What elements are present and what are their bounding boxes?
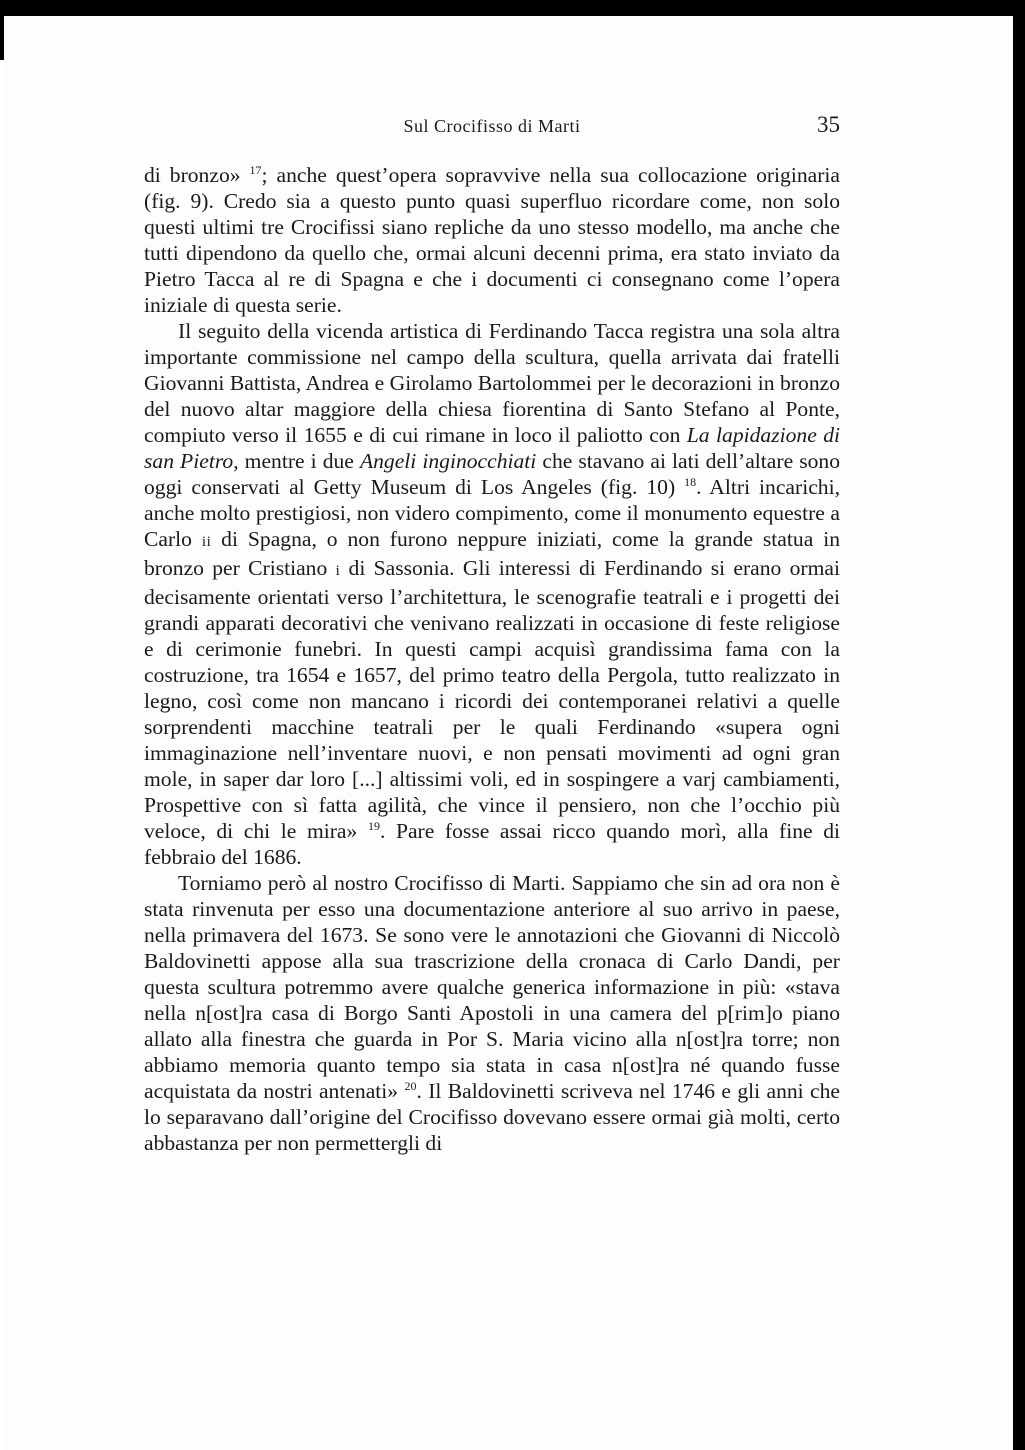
text-run: . Altri incarichi, anche molto prestigiosi, non videro compimento, come il monumento equestre a Carlo xyxy=(144,475,840,551)
running-head xyxy=(144,112,840,142)
page-number: 35 xyxy=(817,112,840,137)
roman-numeral: i xyxy=(335,563,341,579)
text-run: , mentre i due xyxy=(233,449,360,473)
scan-border-right xyxy=(1013,0,1025,1450)
running-title: Sul Crocifisso di Marti xyxy=(403,116,581,136)
text-run: di bronzo» xyxy=(144,163,250,187)
roman-numeral: ii xyxy=(201,534,212,550)
text-run: . Pare fosse assai ricco quando morì, alla fine di febbraio del 1686. xyxy=(144,819,840,869)
scan-border-top xyxy=(0,0,1025,16)
text-run: ; anche quest’opera sopravvive nella sua collocazione originaria (fig. 9). Credo sia a questo punto quasi superfluo ricordare come, non solo questi ultimi tre Crocifissi siano repliche da uno stesso modello, ma anche che tutti dipendono da quello che, ormai alcuni decenni prima, era stato inviato da Pietro Tacca al re di Spagna e che i documenti ci consegnano come l’opera iniziale di questa serie. xyxy=(144,163,841,317)
text-run: che stavano ai lati dell’altare sono oggi conservati al Getty Museum di Los Angeles (fig. 10) xyxy=(144,449,840,499)
footnote-ref: 18 xyxy=(684,475,697,489)
text-run: di Sassonia. Gli interessi di Ferdinando si erano ormai decisamente orientati verso l’architettura, le scenografie teatrali e i progetti dei grandi apparati decorativi che venivano realizzati in occasione di feste religiose e di cerimonie funebri. In questi campi acquisì grandissima fama con la costruzione, tra 1654 e 1657, del primo teatro della Pergola, tutto realizzato in legno, così come non mancano i ricordi dei contemporanei relativi a quelle sorprendenti macchine teatrali per le quali Ferdinando «supera ogni immaginazione nell’inventare nuovi, e non pensati movimenti ad ogni gran mole, in saper dar loro [...] altissimi voli, ed in sospingere a varj cambiamenti, Prospettive con sì fatta agilità, che vince il pensiero, non che l’occhio più veloce, di chi le mira» xyxy=(144,556,840,843)
text-run: Il seguito della vicenda artistica di Ferdinando Tacca registra una sola altra importante commissione nel campo della scultura, quella arrivata dai fratelli Giovanni Battista, Andrea e Girolamo Bartolommei per le decorazioni in bronzo del nuovo altar maggiore della chiesa fiorentina di Santo Stefano al Ponte, compiuto verso il 1655 e di cui rimane in loco il paliotto con xyxy=(144,319,840,447)
paragraph-3 xyxy=(144,870,840,1156)
italic-title: La lapidazione di san Pietro xyxy=(144,423,841,473)
text-run: Torniamo però al nostro Crocifisso di Marti. Sappiamo che sin ad ora non è stata rinvenuta per esso una documentazione anteriore al suo arrivo in paese, nella primavera del 1673. Se sono vere le annotazioni che Giovanni di Niccolò Baldovinetti appose alla sua trascrizione della cronaca di Carlo Dandi, per questa scultura potremmo avere qualche generica informazione in più: «stava nella n[ost]ra casa di Borgo Santi Apostoli in una camera del p[rim]o piano allato alla finestra che guarda in Por S. Maria vicino alla n[ost]ra torre; non abbiamo memoria quanto tempo sia stata in casa n[ost]ra né quando fusse acquistata da nostri antenati» xyxy=(144,871,840,1103)
text-run: di Spagna, o non furono neppure iniziati, come la grande statua in bronzo per Cristiano xyxy=(144,527,840,580)
body-text xyxy=(144,162,840,1156)
italic-title: Angeli inginocchiati xyxy=(359,449,537,473)
text-run: . Il Baldovinetti scriveva nel 1746 e gli anni che lo separavano dall’origine del Crocifisso dovevano essere ormai già molti, certo abbastanza per non permettergli di xyxy=(144,1079,840,1155)
paragraph-2 xyxy=(144,318,840,870)
footnote-ref: 19 xyxy=(367,819,380,833)
paragraph-1 xyxy=(144,162,840,318)
footnote-ref: 20 xyxy=(404,1079,417,1093)
footnote-ref: 17 xyxy=(249,163,262,177)
